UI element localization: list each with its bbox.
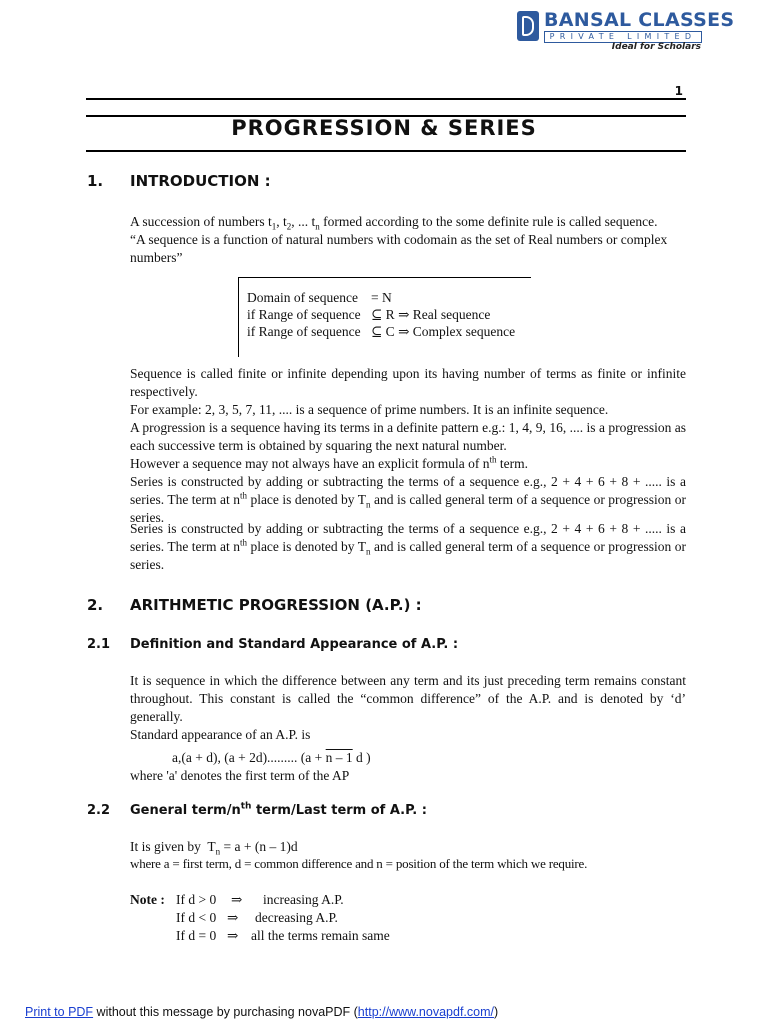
note-2-result: decreasing A.P. — [255, 910, 338, 925]
general-term-variables: where a = first term, d = common difference and n = position of the term which we require. — [130, 856, 588, 871]
subsection-2-1-heading: Definition and Standard Appearance of A.P. : — [130, 637, 459, 652]
implies-icon: ⇒ — [227, 910, 239, 925]
note-1-result: increasing A.P. — [263, 892, 344, 907]
page-top-rule — [86, 98, 686, 100]
implies-icon: ⇒ — [227, 928, 239, 943]
box-row-1-value: = N — [371, 290, 392, 305]
series-paragraph-clipped: Series is constructed by adding or subtracting the terms of a sequence e.g., 2 + 4 + 6 + 8 + ..... is a series. The term at $n^{th}$ place is denoted by $T_n$ and is called general term of a sequence or progression or series. — [130, 474, 687, 525]
novapdf-link[interactable]: http://www.novapdf.com/ — [357, 1005, 494, 1019]
note-3-result: all the terms remain same — [251, 928, 390, 943]
brand-logo — [517, 9, 735, 56]
section-1-number: 1. — [87, 172, 104, 190]
intro-paragraph-1: A succession of numbers $t_1$, $t_2$, ... $t_n$ formed according to the some definite rule is called sequence. — [130, 214, 658, 232]
note-1-condition: If d > 0 — [176, 892, 217, 907]
footer-text-end: ) — [493, 1005, 499, 1019]
box-row-3-label: if Range of sequence — [247, 324, 361, 339]
sequence-domain-box — [238, 277, 531, 357]
section-1-heading: INTRODUCTION : — [130, 172, 271, 190]
box-row-2-label: if Range of sequence — [247, 307, 361, 322]
finite-infinite-paragraph: Sequence is called finite or infinite depending upon its having number of terms as finite or infinite respectively. — [130, 366, 686, 399]
general-term-formula: It is given by $T_n = a + (n - 1)d$ — [130, 839, 298, 857]
ap-definition-paragraph: It is sequence in which the difference between any term and its just preceding term remains constant throughout. This constant is called the “common difference” of the A.P. and is denoted by ‘d’ generally. — [130, 673, 686, 724]
brand-name: BANSAL CLASSES — [544, 9, 735, 31]
standard-appearance-label: Standard appearance of an A.P. is — [130, 727, 311, 742]
implies-icon: ⇒ — [231, 892, 243, 907]
first-term-note: where 'a' denotes the first term of the AP — [130, 768, 350, 783]
box-row-2-value: ⊆ R ⇒ Real sequence — [371, 307, 491, 322]
page-number: 1 — [674, 84, 683, 98]
box-row-1-label: Domain of sequence — [247, 290, 358, 305]
subsection-2-2-heading: General term/$n^{th}$ term/Last term of A.P. : — [130, 801, 427, 818]
section-2-heading: ARITHMETIC PROGRESSION (A.P.) : — [130, 596, 422, 614]
brand-subtitle: PRIVATE LIMITED — [544, 31, 702, 43]
page-title: PROGRESSION & SERIES — [231, 116, 537, 140]
subsection-2-1-number: 2.1 — [87, 637, 111, 652]
explicit-formula-paragraph: However a sequence may not always have an explicit formula of $n^{th}$ term. — [130, 454, 529, 471]
box-row-3-value: ⊆ C ⇒ Complex sequence — [371, 324, 516, 339]
title-bottom-rule — [86, 150, 686, 152]
print-to-pdf-link[interactable]: Print to PDF — [25, 1005, 94, 1019]
note-2-condition: If d < 0 — [176, 910, 217, 925]
section-2-number: 2. — [87, 596, 104, 614]
note-3-condition: If d = 0 — [176, 928, 217, 943]
logo-icon — [517, 11, 539, 41]
series-paragraph: Series is constructed by adding or subtracting the terms of a sequence e.g., 2 + 4 + 6 + 8 + ..... is a series. The term at $n^{th}$ place is denoted by $T_n$ and is called general term of a sequence or progression or series. — [130, 521, 687, 572]
progression-paragraph: A progression is a sequence having its terms in a definite pattern e.g.: 1, 4, 9, 16, .... is a progression as each successive term is obtained by squaring the next natural number. — [130, 420, 686, 453]
footer-text: without this message by purchasing novaPDF ( — [93, 1005, 358, 1019]
brand-tagline: Ideal for Scholars — [611, 42, 701, 52]
intro-paragraph-2: “A sequence is a function of natural numbers with codomain as the set of Real numbers or complex numbers” — [130, 232, 668, 265]
pdf-footer — [25, 1005, 498, 1019]
note-label: Note : — [130, 892, 165, 907]
prime-example-paragraph: For example: 2, 3, 5, 7, 11, .... is a sequence of prime numbers. It is an infinite sequence. — [130, 402, 609, 417]
standard-appearance-formula: a,(a + d), (a + 2d)......... (a + n – 1 d ) — [172, 750, 371, 765]
subsection-2-2-number: 2.2 — [87, 803, 111, 818]
